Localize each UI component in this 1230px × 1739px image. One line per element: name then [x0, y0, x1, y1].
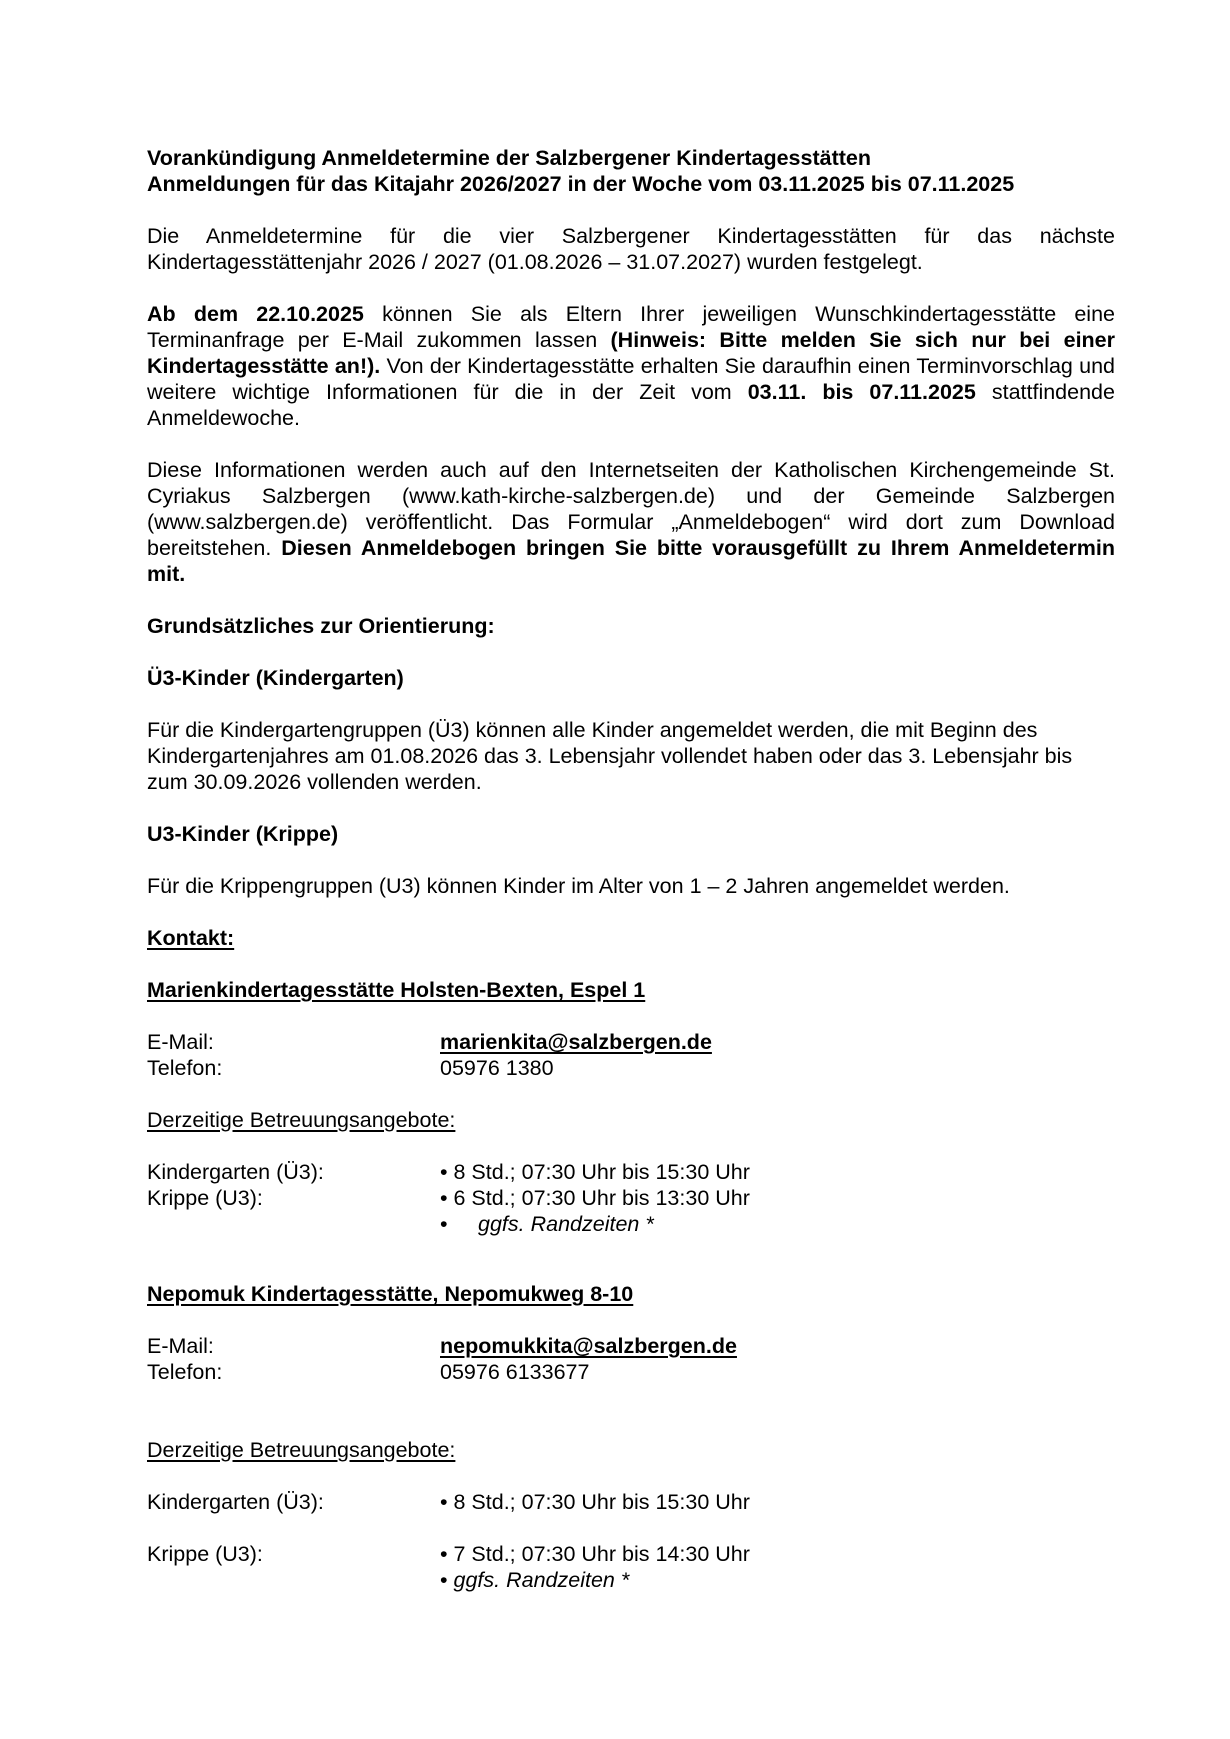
bullet: • — [440, 1212, 448, 1236]
u3-heading: U3-Kinder (Krippe) — [147, 822, 339, 846]
kindergarten-row — [147, 1159, 1115, 1185]
extra-times: ggfs. Randzeiten * — [453, 1568, 630, 1592]
registration-paragraph — [147, 301, 1115, 431]
orientation-heading: Grundsätzliches zur Orientierung: — [147, 614, 495, 638]
heading-line-2: Anmeldungen für das Kitajahr 2026/2027 in der Woche vom 03.11.2025 bis 07.11.2025 — [147, 172, 1015, 196]
krippe-hours: • 6 Std.; 07:30 Uhr bis 13:30 Uhr — [440, 1186, 750, 1210]
email-link[interactable]: marienkita@salzbergen.de — [440, 1030, 712, 1054]
kindergarten-label: Kindergarten (Ü3): — [147, 1160, 324, 1184]
phone-label: Telefon: — [147, 1360, 223, 1384]
kindergarten-row — [147, 1489, 1115, 1515]
email-label: E-Mail: — [147, 1334, 214, 1358]
email-row — [147, 1333, 1115, 1359]
extra-times: ggfs. Randzeiten * — [478, 1212, 654, 1236]
kindergarten-label: Kindergarten (Ü3): — [147, 1490, 324, 1514]
form-reminder: Diesen Anmeldebogen bringen Sie bitte vorausgefüllt zu Ihrem Anmeldetermin mit. — [147, 536, 1116, 586]
phone-row — [147, 1055, 1115, 1081]
krippe-label: Krippe (U3): — [147, 1542, 263, 1566]
extra-row — [147, 1211, 1115, 1237]
registration-text-1: können Sie als Eltern Ihrer jeweiligen Wunschkindertagesstätte eine Terminanfrage per E-Mail zukommen lassen — [147, 302, 1115, 352]
email-label: E-Mail: — [147, 1030, 214, 1054]
document-body — [147, 145, 1115, 1593]
u3plus-heading: Ü3-Kinder (Kindergarten) — [147, 666, 404, 690]
info-text: Diese Informationen werden auch auf den Internetseiten der Katholischen Kirchengemeinde St. Cyriakus Salzbergen (www.kath-kirche-salzbergen.de) und der Gemeinde Salzbergen (www.salzbergen.de) veröffentlicht. Das Formular „Anmeldebogen“ wird dort zum Download bereitstehen. — [147, 458, 1115, 560]
start-date: Ab dem 22.10.2025 — [147, 302, 364, 326]
phone-label: Telefon: — [147, 1056, 223, 1080]
kita-name: Nepomuk Kindertagesstätte, Nepomukweg 8-10 — [147, 1282, 634, 1306]
info-paragraph — [147, 457, 1115, 587]
kindergarten-hours: • 8 Std.; 07:30 Uhr bis 15:30 Uhr — [440, 1490, 750, 1514]
notice-text: (Hinweis: Bitte melden Sie sich nur bei einer Kindertagesstätte an!). — [147, 328, 1115, 378]
krippe-row — [147, 1541, 1115, 1567]
email-row — [147, 1029, 1115, 1055]
offers-heading: Derzeitige Betreuungsangebote: — [147, 1108, 456, 1132]
phone-number: 05976 1380 — [440, 1056, 554, 1080]
bullet: • — [440, 1568, 448, 1592]
krippe-label: Krippe (U3): — [147, 1186, 263, 1210]
registration-text-3: stattfindende Anmeldewoche. — [147, 380, 1115, 430]
phone-number: 05976 6133677 — [440, 1360, 590, 1384]
u3-text: Für die Krippengruppen (U3) können Kinder im Alter von 1 – 2 Jahren angemeldet werden. — [147, 874, 1010, 898]
heading-line-1: Vorankündigung Anmeldetermine der Salzbergener Kindertagesstätten — [147, 146, 871, 170]
kindergarten-hours: • 8 Std.; 07:30 Uhr bis 15:30 Uhr — [440, 1160, 750, 1184]
krippe-row — [147, 1185, 1115, 1211]
offers-heading: Derzeitige Betreuungsangebote: — [147, 1438, 456, 1462]
extra-row — [147, 1567, 1115, 1593]
email-link[interactable]: nepomukkita@salzbergen.de — [440, 1334, 737, 1358]
intro-paragraph: Die Anmeldetermine für die vier Salzbergener Kindertagesstätten für das nächste Kindertagesstättenjahr 2026 / 2027 (01.08.2026 – 31.07.2027) wurden festgelegt. — [147, 224, 1115, 274]
kita-name: Marienkindertagesstätte Holsten-Bexten, Espel 1 — [147, 978, 646, 1002]
registration-week: 03.11. bis 07.11.2025 — [747, 380, 976, 404]
kita-section — [147, 1281, 1115, 1593]
registration-text-2: Von der Kindertagesstätte erhalten Sie daraufhin einen Terminvorschlag und weitere wichtige Informationen für die in der Zeit vom — [147, 354, 1115, 404]
kita-section — [147, 977, 1115, 1237]
contact-heading: Kontakt: — [147, 926, 235, 950]
krippe-hours: • 7 Std.; 07:30 Uhr bis 14:30 Uhr — [440, 1542, 750, 1566]
u3plus-text: Für die Kindergartengruppen (Ü3) können alle Kinder angemeldet werden, die mit Beginn des Kindergartenjahres am 01.08.2026 das 3. Lebensjahr vollendet haben oder das 3. Lebensjahr bis zum 30.09.2026 vollenden werden. — [147, 718, 1073, 794]
phone-row — [147, 1359, 1115, 1385]
